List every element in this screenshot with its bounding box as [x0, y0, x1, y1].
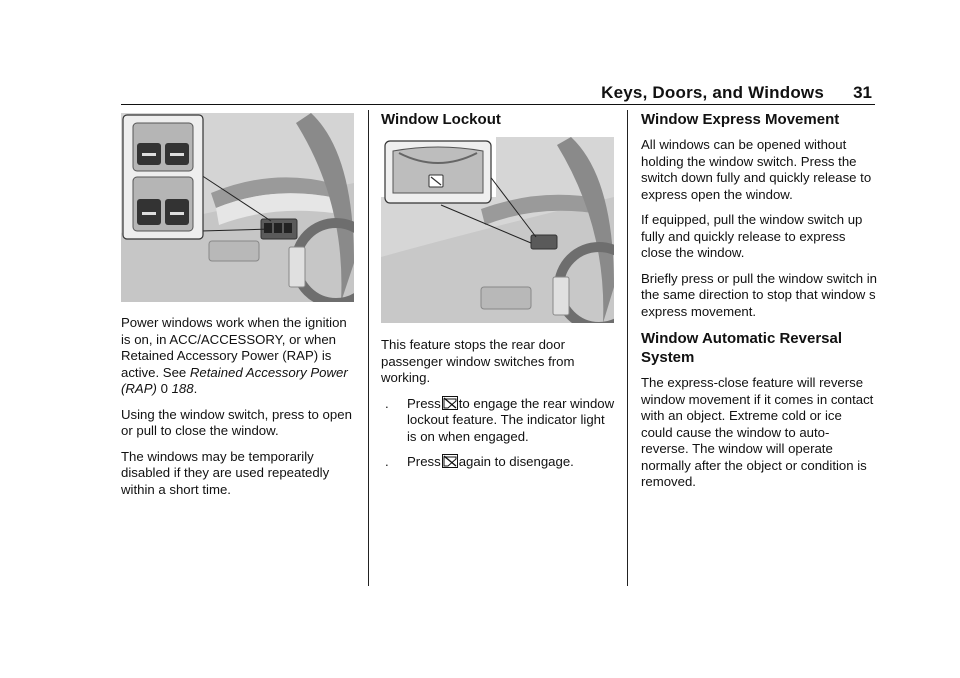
paragraph: If equipped, pull the window switch up fully and quickly release to express close the window. [641, 212, 863, 260]
column-divider [368, 110, 369, 586]
window-lockout-icon [442, 396, 458, 410]
window-switch-illustration [121, 113, 354, 302]
paragraph: Briefly press or pull the window switch in the same direction to stop that window s express movement. [641, 270, 878, 319]
cross-reference-link[interactable]: Retained Accessory Power (RAP) [121, 364, 348, 396]
paragraph: All windows can be opened without holding the window switch. Press the switch down fully and quickly release to express open the window. [641, 137, 872, 202]
paragraph: Using the window switch, press to open or pull to close the window. [121, 406, 352, 438]
paragraph-text: . [193, 381, 198, 396]
list-item-text: again to disengage. [458, 454, 574, 469]
page-arrow: 0 [160, 381, 168, 396]
heading-window-express-movement: Window Express Movement [641, 111, 840, 128]
paragraph: The windows may be temporarily disabled if they are used repeatedly within a short time. [121, 448, 330, 497]
heading-window-lockout: Window Lockout [381, 111, 501, 128]
column-3 [641, 110, 877, 500]
list-item [381, 454, 616, 471]
list-item-text: Press [407, 395, 441, 411]
page-number: 31 [853, 83, 872, 102]
paragraph-text: Power windows work when the ignition is on, in ACC/ACCESSORY, or when Retained Accessory Power (RAP) is active. See [121, 315, 347, 380]
list-item-text: to engage the rear window lockout feature. The indicator light is on when engaged. [407, 395, 615, 444]
bullet-mark: . [385, 454, 389, 469]
list-item-text [407, 396, 616, 446]
paragraph: The express-close feature will reverse window movement if it comes in contact with an object. Extreme cold or ice could cause the window to auto-reverse. The window will operate normally after the object or condition is removed. [641, 375, 874, 489]
list-item-text: Press [407, 454, 441, 469]
bullet-mark: . [385, 395, 389, 411]
window-lockout-icon [442, 454, 458, 468]
column-2 [381, 110, 616, 480]
paragraph: This feature stops the rear door passenger window switches from working. [381, 337, 575, 385]
heading-window-automatic-reversal: Window Automatic Reversal System [641, 330, 843, 366]
section-title: Keys, Doors, and Windows [601, 83, 824, 102]
column-1 [121, 110, 356, 507]
paragraph [121, 315, 356, 398]
lockout-switch-drawing [381, 137, 614, 323]
list-item-text [407, 454, 574, 471]
window-lockout-illustration [381, 137, 614, 323]
column-divider [627, 110, 628, 586]
cross-reference-page[interactable]: 188 [171, 381, 194, 396]
header-rule [121, 104, 875, 105]
door-panel-drawing [121, 113, 354, 302]
list-item [381, 396, 616, 446]
